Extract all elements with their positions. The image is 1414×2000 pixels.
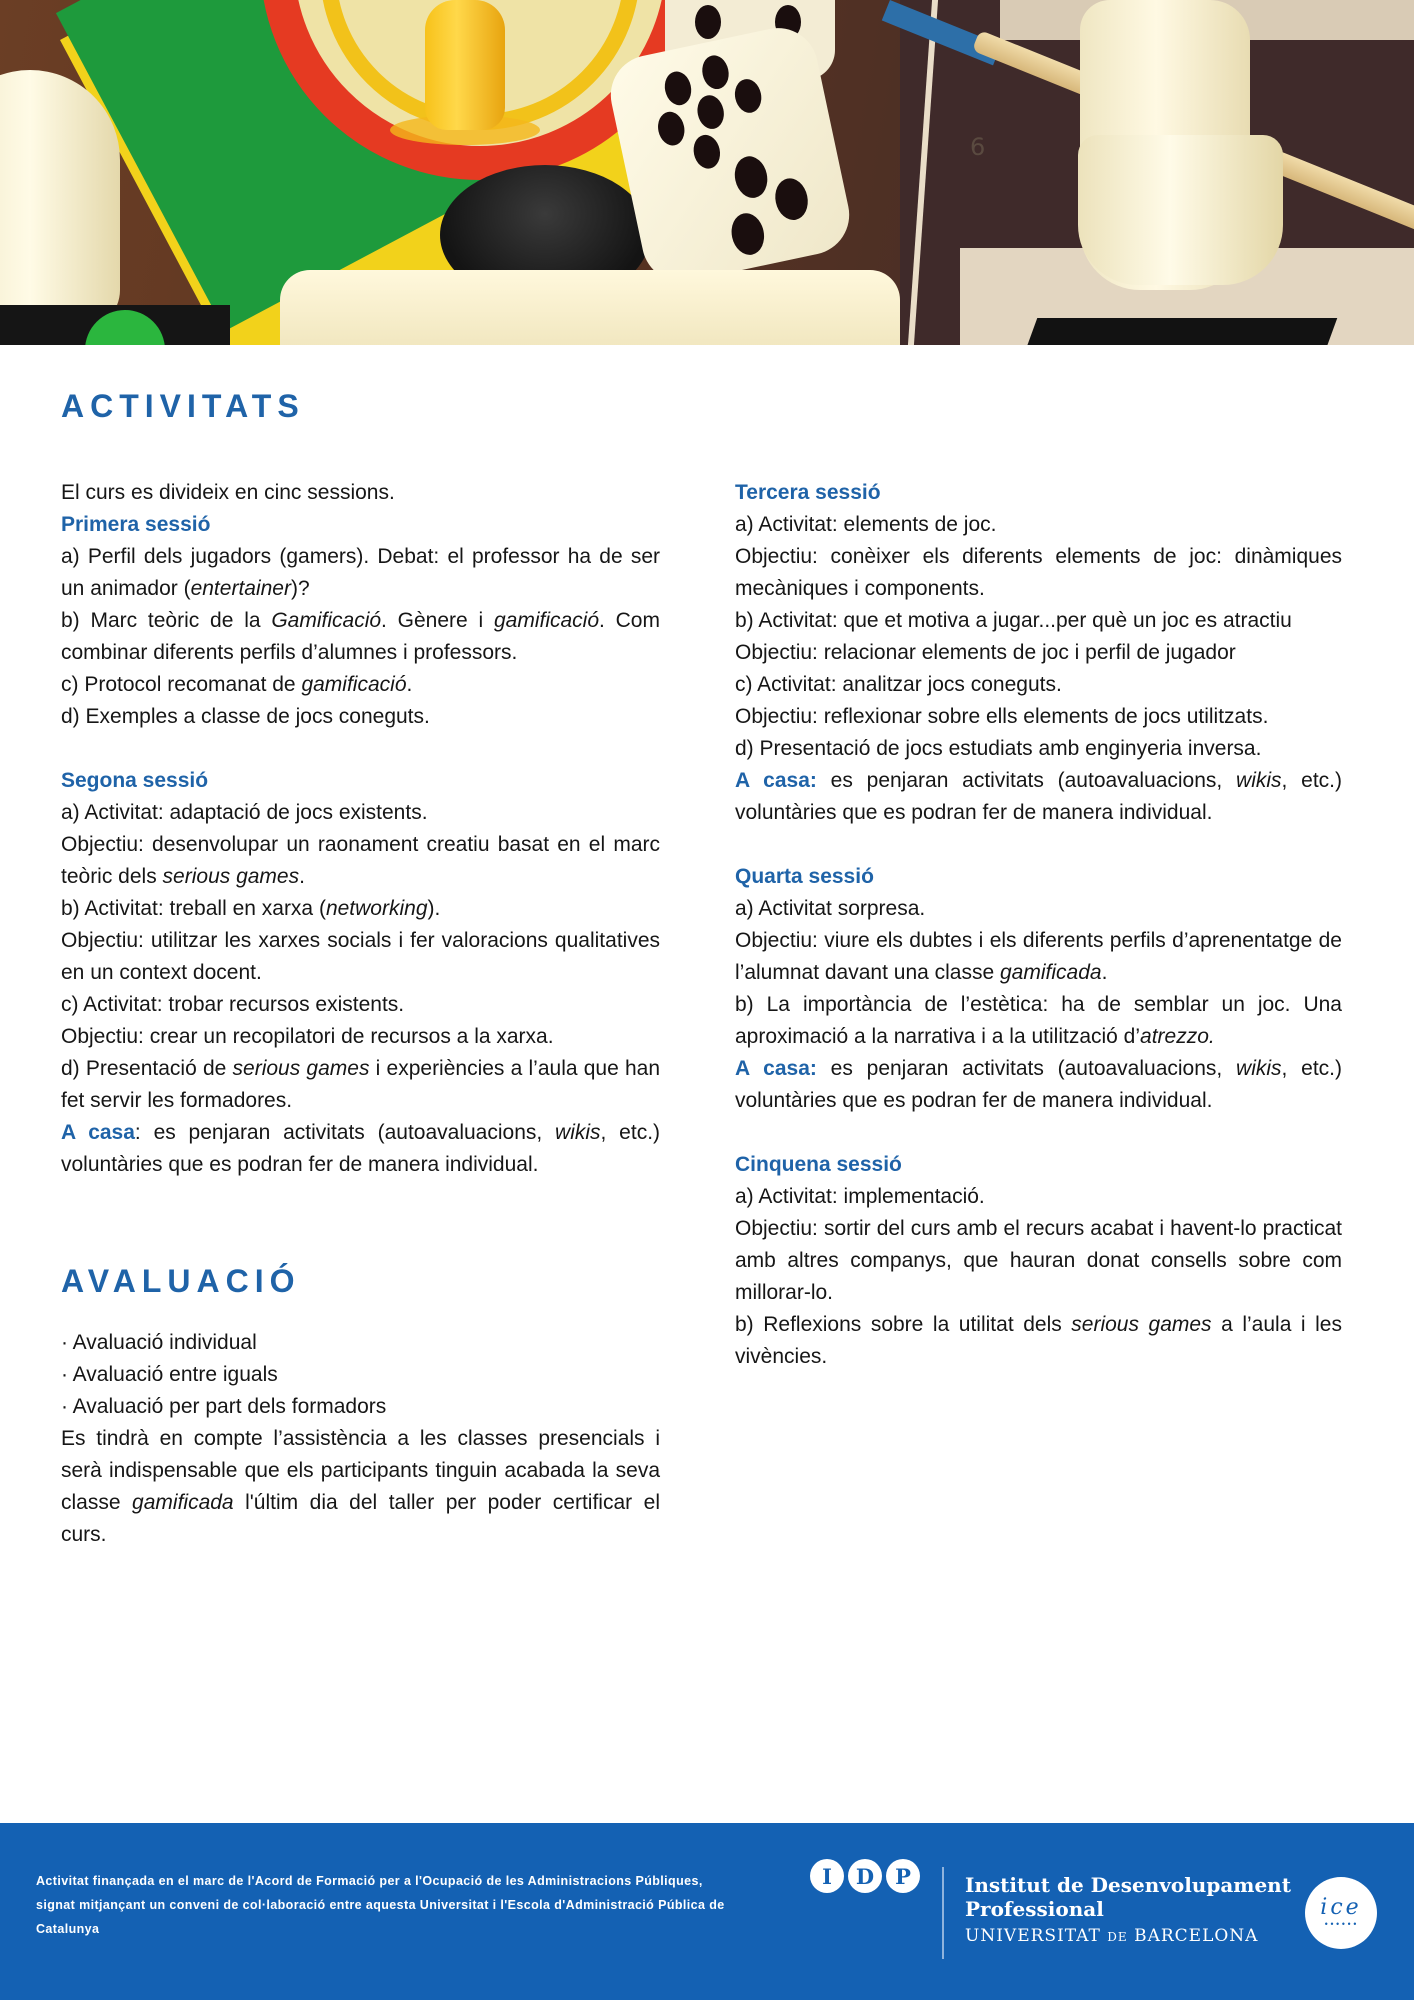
ivory-pieces bbox=[280, 270, 900, 345]
session-line: a) Perfil dels jugadors (gamers). Debat: el professor ha de ser un animador (entertainer)? bbox=[61, 545, 660, 600]
session-line: b) Marc teòric de la Gamificació. Gènere i gamificació. Com combinar diferents perfils d’alumnes i professors. bbox=[61, 609, 660, 664]
logo-divider bbox=[942, 1867, 944, 1959]
session-line: b) Activitat: treball en xarxa (networking). bbox=[61, 897, 441, 920]
session-line: a) Activitat: adaptació de jocs existents. bbox=[61, 801, 428, 824]
left-column bbox=[61, 477, 660, 1181]
university-name: UNIVERSITAT DE BARCELONA bbox=[965, 1926, 1259, 1946]
session-line: Objectiu: crear un recopilatori de recursos a la xarxa. bbox=[61, 1025, 554, 1048]
evaluation-item: · Avaluació individual bbox=[61, 1331, 257, 1354]
section-title-activitats: ACTIVITATS bbox=[61, 388, 305, 424]
session-line: Objectiu: reflexionar sobre ells elements de jocs utilitzats. bbox=[735, 705, 1269, 728]
session-title: Cinquena sessió bbox=[735, 1153, 902, 1176]
right-column bbox=[735, 477, 1342, 1373]
yellow-pawn bbox=[425, 0, 505, 130]
idp-letter-i: I bbox=[810, 1859, 844, 1893]
footer bbox=[0, 1823, 1414, 2000]
home-activity-line: A casa: es penjaran activitats (autoavaluacions, wikis, etc.) voluntàries que es podran fer de manera individual. bbox=[61, 1121, 661, 1176]
session-line: a) Activitat sorpresa. bbox=[735, 897, 926, 920]
session-line: Objectiu: utilitzar les xarxes socials i fer valoracions qualitatives en un context docent. bbox=[61, 929, 660, 984]
ice-logo-dots: •••••• bbox=[1323, 1920, 1359, 1929]
idp-letter-p: P bbox=[886, 1859, 920, 1893]
session-title: Quarta sessió bbox=[735, 865, 874, 888]
session-line: d) Presentació de serious games i experiències a l’aula que han fet servir les formadores. bbox=[61, 1057, 661, 1112]
institute-name bbox=[965, 1873, 1291, 1952]
session-line: c) Protocol recomanat de gamificació. bbox=[61, 673, 413, 696]
session-line: b) Reflexions sobre la utilitat dels serious games a l’aula i les vivències. bbox=[735, 1313, 1342, 1368]
idp-logo bbox=[810, 1859, 920, 1893]
intro-text: El curs es divideix en cinc sessions. bbox=[61, 481, 395, 504]
institute-line-2: Professional bbox=[965, 1897, 1104, 1921]
idp-letter-d: D bbox=[848, 1859, 882, 1893]
evaluation-item: · Avaluació per part dels formadors bbox=[61, 1395, 387, 1418]
chess-knight-base bbox=[1078, 135, 1283, 285]
section-title-avaluacio: AVALUACIÓ bbox=[61, 1263, 301, 1299]
session-line: a) Activitat: elements de joc. bbox=[735, 513, 997, 536]
evaluation-item: · Avaluació entre iguals bbox=[61, 1363, 278, 1386]
black-tile bbox=[1023, 318, 1338, 345]
home-activity-line: A casa: es penjaran activitats (autoavaluacions, wikis, etc.) voluntàries que es podran fer de manera individual. bbox=[735, 769, 1342, 824]
session-line: a) Activitat: implementació. bbox=[735, 1185, 985, 1208]
session-line: d) Exemples a classe de jocs coneguts. bbox=[61, 705, 430, 728]
session-title: Tercera sessió bbox=[735, 481, 881, 504]
session-title: Primera sessió bbox=[61, 513, 211, 536]
session-line: c) Activitat: analitzar jocs coneguts. bbox=[735, 673, 1062, 696]
evaluation-note: Es tindrà en compte l’assistència a les classes presencials i serà indispensable que els participants tinguin acabada la seva classe gamificada l'últim dia del taller per poder certificar el curs. bbox=[61, 1427, 661, 1546]
avaluacio-body bbox=[61, 1327, 660, 1551]
ice-logo-text: ice bbox=[1320, 1895, 1362, 1920]
session-line: b) Activitat: que et motiva a jugar...per què un joc es atractiu bbox=[735, 609, 1292, 632]
institute-line-1: Institut de Desenvolupament bbox=[965, 1873, 1291, 1897]
ice-logo bbox=[1305, 1877, 1377, 1949]
home-activity-line: A casa: es penjaran activitats (autoavaluacions, wikis, etc.) voluntàries que es podran fer de manera individual. bbox=[735, 1057, 1342, 1112]
session-line: c) Activitat: trobar recursos existents. bbox=[61, 993, 405, 1016]
header-photo-board-games bbox=[0, 0, 1414, 345]
session-line: b) La importància de l’estètica: ha de semblar un joc. Una aproximació a la narrativa i a la utilització d’atrezzo. bbox=[735, 993, 1342, 1048]
session-title: Segona sessió bbox=[61, 769, 209, 792]
ivory-pawn bbox=[0, 70, 120, 330]
session-line: Objectiu: sortir del curs amb el recurs acabat i havent-lo practicat amb altres companys, que hauran donat consells sobre com millorar-lo. bbox=[735, 1217, 1342, 1304]
funding-note: Activitat finançada en el marc de l'Acord de Formació per a l'Ocupació de les Administracions Públiques, signat mitjançant un conveni de col·laboració entre aquesta Universitat i l'Escola d'Administració Pública de Catalunya bbox=[36, 1874, 725, 1936]
session-line: Objectiu: viure els dubtes i els diferents perfils d’aprenentatge de l’alumnat davant una classe gamificada. bbox=[735, 929, 1342, 984]
board-number: 6 bbox=[970, 133, 986, 161]
session-line: d) Presentació de jocs estudiats amb enginyeria inversa. bbox=[735, 737, 1262, 760]
session-line: Objectiu: relacionar elements de joc i perfil de jugador bbox=[735, 641, 1236, 664]
session-line: Objectiu: desenvolupar un raonament creatiu basat en el marc teòric dels serious games. bbox=[61, 833, 660, 888]
session-line: Objectiu: conèixer els diferents elements de joc: dinàmiques mecàniques i components. bbox=[735, 545, 1342, 600]
